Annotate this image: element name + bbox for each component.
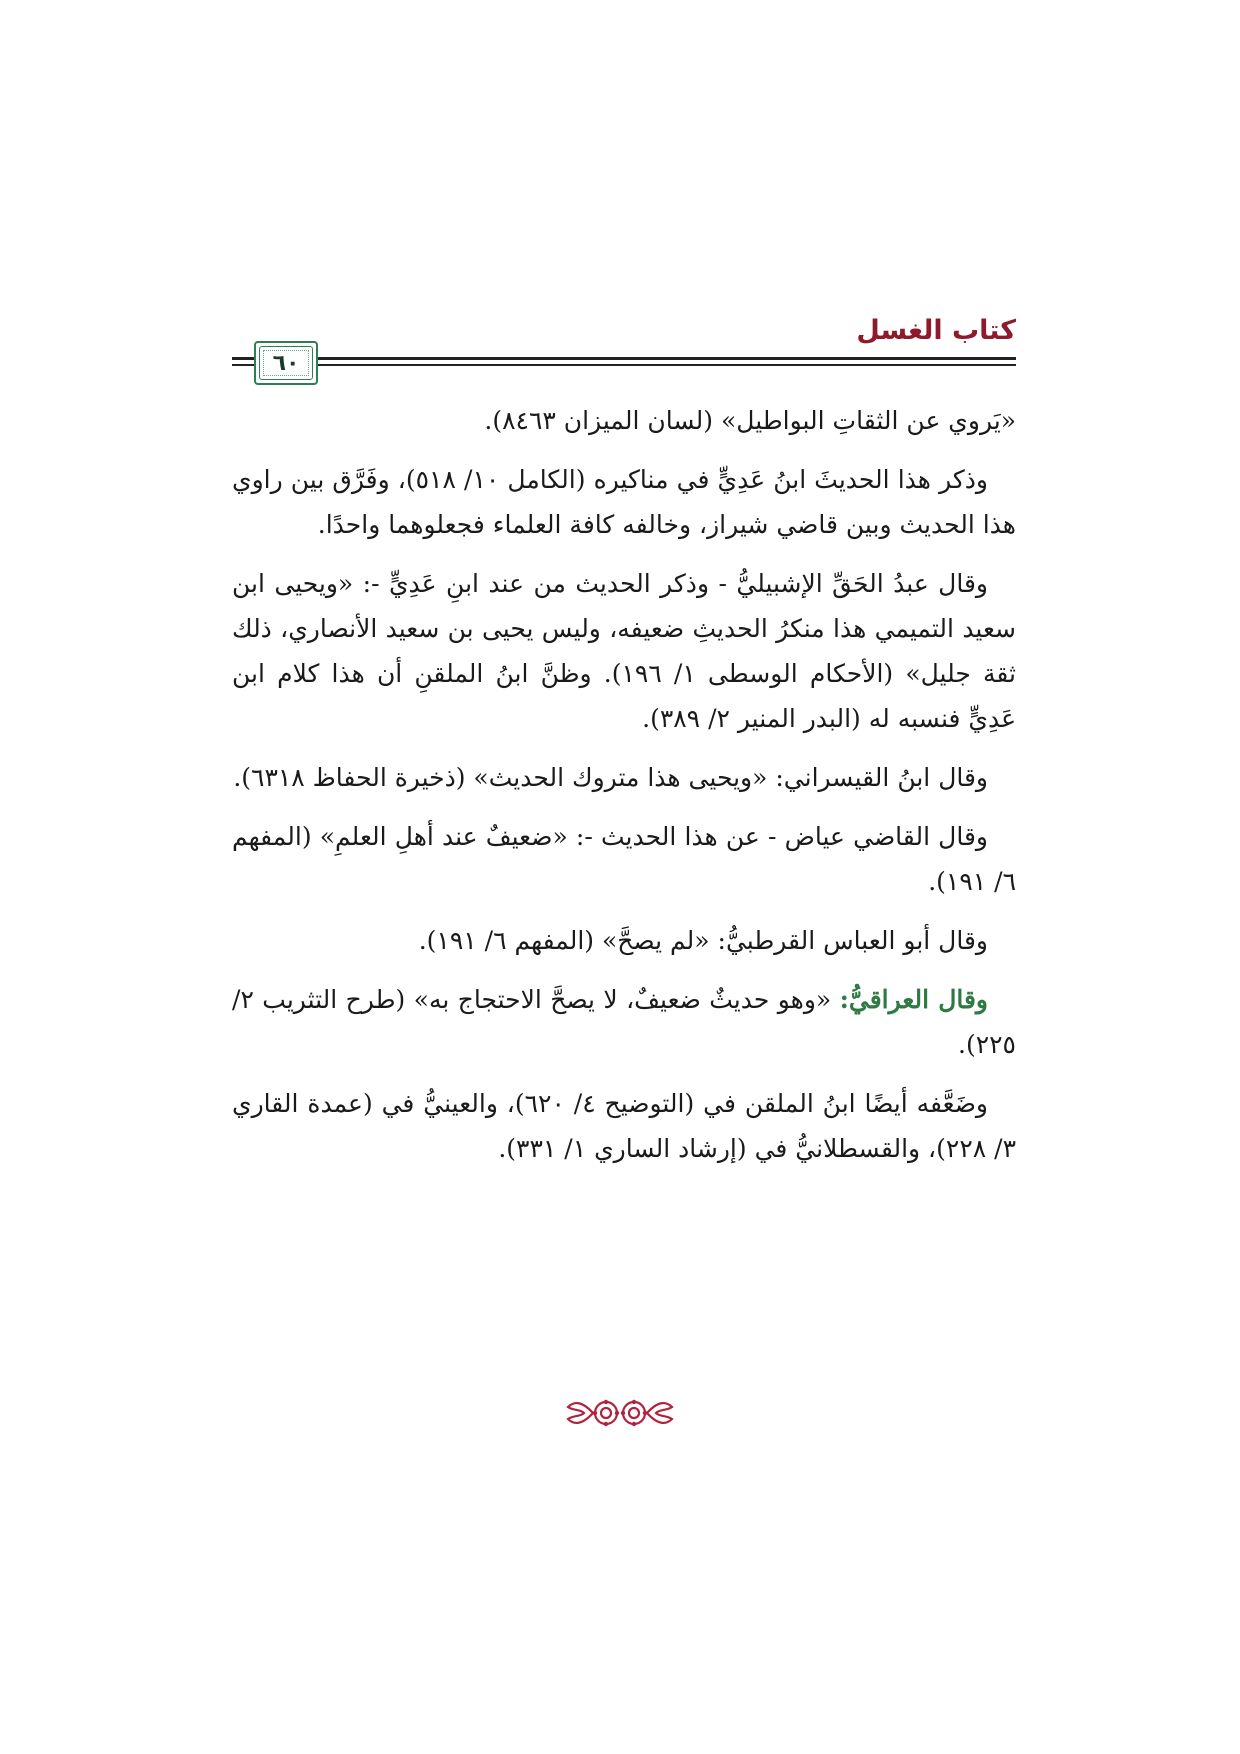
paragraph-text: «وهو حديثٌ ضعيفٌ، لا يصحَّ الاحتجاج به» (طرح التثريب ٢/ ٢٢٥). — [232, 985, 1016, 1059]
paragraph — [232, 457, 1016, 547]
paragraph-lead: وقال العراقيُّ: — [839, 985, 988, 1014]
paragraph — [232, 398, 1016, 443]
paragraph — [232, 977, 1016, 1067]
page-number-badge — [254, 341, 318, 385]
paragraph-text: وقال أبو العباس القرطبيُّ: «لم يصحَّ» (المفهم ٦/ ١٩١). — [418, 926, 988, 955]
paragraph — [232, 814, 1016, 904]
paragraph-text: وذكر هذا الحديثَ ابنُ عَدِيٍّ في مناكيره (الكامل ١٠/ ٥١٨)، وفَرَّق بين راوي هذا الحديث وبين قاضي شيراز، وخالفه كافة العلماء فجعلوهما واحدًا. — [232, 465, 1016, 539]
chapter-title: كتاب الغسل — [856, 315, 1016, 346]
page-header — [232, 305, 1016, 376]
header-rule-end — [232, 357, 250, 360]
paragraph — [232, 918, 1016, 963]
paragraph-text: وقال ابنُ القيسراني: «ويحيى هذا متروك الحديث» (ذخيرة الحفاظ ٦٣١٨). — [233, 763, 988, 792]
header-rule — [232, 357, 1016, 360]
page-number: ٦٠ — [272, 350, 300, 376]
paragraph — [232, 755, 1016, 800]
floral-divider-icon — [560, 1393, 680, 1433]
paragraph-text: وقال عبدُ الحَقِّ الإشبيليُّ - وذكر الحديث من عند ابنِ عَدِيٍّ -: «ويحيى ابن سعيد التميمي هذا منكرُ الحديثِ ضعيفه، وليس يحيى بن سعيد الأنصاري، ذلك ثقة جليل» (الأحكام الوسطى ١/ ١٩٦). وظنَّ ابنُ الملقنِ أن هذا كلام ابن عَدِيٍّ فنسبه له (البدر المنير ٢/ ٣٨٩). — [232, 569, 1016, 733]
paragraph-text: «يَروي عن الثقاتِ البواطيل» (لسان الميزان ٨٤٦٣). — [484, 406, 1016, 435]
header-rule-end-thin — [232, 364, 250, 366]
paragraph — [232, 1081, 1016, 1171]
paragraph-text: وضَعَّفه أيضًا ابنُ الملقن في (التوضيح ٤/ ٦٢٠)، والعينيُّ في (عمدة القاري ٣/ ٢٢٨)، والقسطلانيُّ في (إرشاد الساري ١/ ٣٣١). — [232, 1089, 1016, 1163]
page-body — [232, 398, 1016, 1185]
header-rule-thin — [232, 364, 1016, 366]
paragraph-text: وقال القاضي عياض - عن هذا الحديث -: «ضعيفٌ عند أهلِ العلمِ» (المفهم ٦/ ١٩١). — [232, 822, 1016, 896]
paragraph — [232, 561, 1016, 741]
